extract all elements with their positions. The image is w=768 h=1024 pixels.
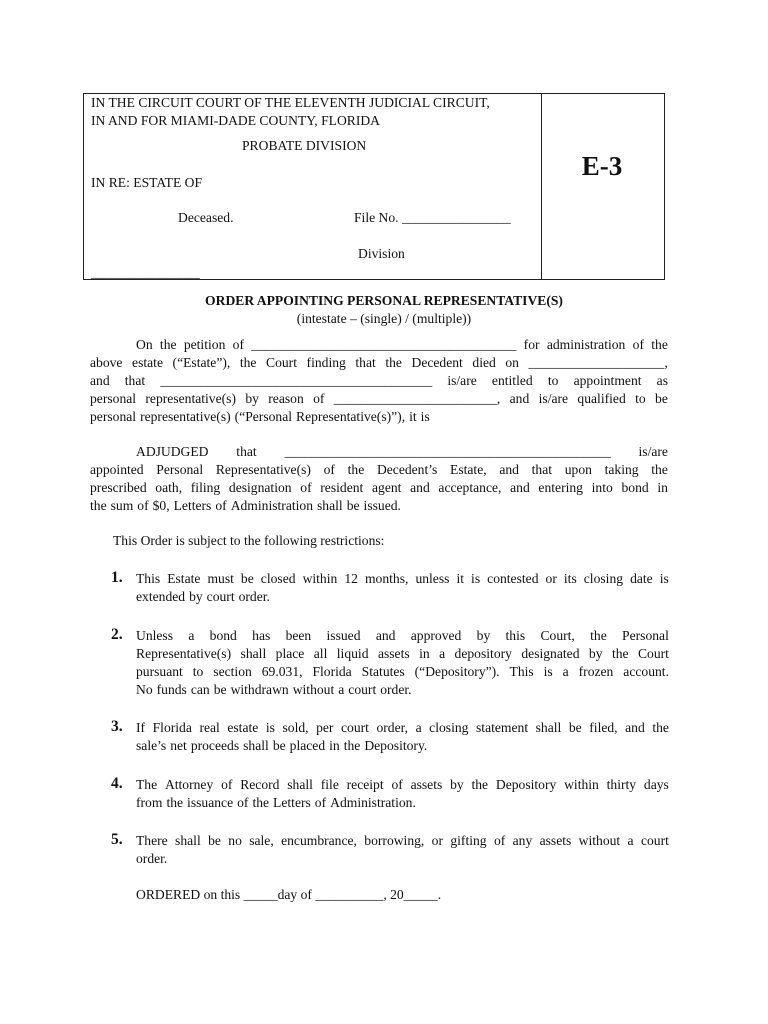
restriction-number: 1. xyxy=(111,569,123,586)
division-label: Division xyxy=(358,246,405,261)
restriction-line: sale’s net proceeds shall be placed in the Depository. xyxy=(136,738,428,753)
restriction-line: The Attorney of Record shall file receipt of assets by the Depository within thirty days xyxy=(136,777,669,792)
restriction-text xyxy=(136,570,669,606)
court-name-line-1: IN THE CIRCUIT COURT OF THE ELEVENTH JUDICIAL CIRCUIT, xyxy=(91,95,490,110)
paragraph-line: prescribed oath, filing designation of resident agent and acceptance, and entering into bond in xyxy=(90,480,668,495)
decedent-name-blank: ________________ xyxy=(91,265,200,280)
restriction-text xyxy=(136,627,669,699)
restriction-number: 2. xyxy=(111,626,123,643)
paragraph-line: the sum of $0, Letters of Administration shall be issued. xyxy=(90,498,401,513)
restriction-line: No funds can be withdrawn without a court order. xyxy=(136,682,412,697)
form-code: E-3 xyxy=(581,151,623,181)
in-re-label: IN RE: ESTATE OF xyxy=(91,175,203,190)
order-subtitle: (intestate – (single) / (multiple)) xyxy=(296,311,472,326)
restrictions-intro: This Order is subject to the following restrictions: xyxy=(113,533,385,548)
restriction-text xyxy=(136,776,669,812)
order-title: ORDER APPOINTING PERSONAL REPRESENTATIVE(S) xyxy=(205,293,563,308)
restriction-text xyxy=(136,832,669,868)
paragraph-line: ADJUDGED that ________________________________________________ is/are xyxy=(136,444,668,459)
division-heading: PROBATE DIVISION xyxy=(242,138,367,153)
restriction-number: 4. xyxy=(111,775,123,792)
paragraph-line: personal representative(s) by reason of ________________________, and is/are qualified to be xyxy=(90,391,668,406)
paragraph-line: and that ________________________________________ is/are entitled to appointment as xyxy=(90,373,668,388)
paragraph-line: appointed Personal Representative(s) of the Decedent’s Estate, and that upon taking the xyxy=(90,462,668,477)
paragraph-line: On the petition of _______________________________________ for administration of the xyxy=(136,337,668,352)
restriction-line: Representative(s) shall place all liquid assets in a depository designated by the Court xyxy=(136,646,669,661)
ordered-date-line: ORDERED on this _____day of __________, 20_____. xyxy=(136,887,442,902)
restriction-number: 3. xyxy=(111,718,123,735)
deceased-label: Deceased. xyxy=(178,210,234,225)
restriction-line: If Florida real estate is sold, per court order, a closing statement shall be filed, and the xyxy=(136,720,669,735)
restriction-line: extended by court order. xyxy=(136,589,270,604)
paragraph-line: above estate (“Estate”), the Court finding that the Decedent died on ____________________, xyxy=(90,355,668,370)
caption-divider xyxy=(541,94,542,279)
restriction-line: Unless a bond has been issued and approved by this Court, the Personal xyxy=(136,628,669,643)
restriction-line: This Estate must be closed within 12 months, unless it is contested or its closing date is xyxy=(136,571,669,586)
restriction-line: from the issuance of the Letters of Administration. xyxy=(136,795,416,810)
restriction-line: There shall be no sale, encumbrance, borrowing, or gifting of any assets without a court xyxy=(136,833,669,848)
file-number-field: File No. ________________ xyxy=(354,210,511,225)
restriction-number: 5. xyxy=(111,831,123,848)
court-name-line-2: IN AND FOR MIAMI-DADE COUNTY, FLORIDA xyxy=(91,113,380,128)
restriction-line: order. xyxy=(136,851,168,866)
paragraph-line: personal representative(s) (“Personal Representative(s)”), it is xyxy=(90,409,430,424)
petition-paragraph xyxy=(90,336,668,426)
adjudged-paragraph xyxy=(90,443,668,515)
restriction-line: pursuant to section 69.031, Florida Statutes (“Depository”). This is a frozen account. xyxy=(136,664,669,679)
restriction-text xyxy=(136,719,669,755)
